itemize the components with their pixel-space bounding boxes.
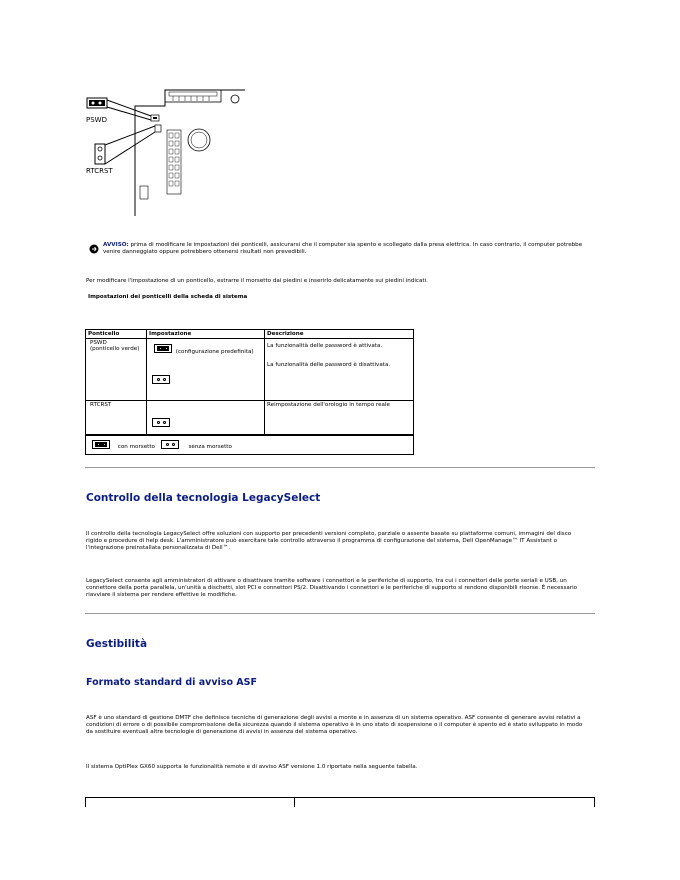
jumper-open-icon [152,375,170,384]
table-legend [86,435,414,455]
jumper-name-pswd: PSWD (ponticello verde) [86,339,147,401]
table-legend-row [86,435,414,455]
setting-rtcrst [147,401,265,435]
jumper-closed-icon [154,344,172,353]
description-pswd [265,339,414,401]
notice-text: prima di modificare le impostazioni dei ponticelli, assicurarsi che il computer sia spento e scollegato dalla presa elettrica. In caso contrario, il computer potrebbe venire danneggiato oppure potrebbero ottenersi risultati non prevedibili. [103,242,583,256]
table-header: Descrizione [265,330,414,339]
subsection-title-asf: Formato standard di avviso ASF [86,677,257,688]
jumper-closed-icon [92,440,110,449]
table-header: Impostazione [147,330,265,339]
section-title-legacyselect: Controllo della tecnologia LegacySelect [86,492,321,504]
legend-without-label: senza morsetto [188,444,232,451]
setting-pswd [147,339,265,401]
asf-table-top [85,797,595,808]
divider [85,467,595,468]
table-header: Ponticello [86,330,147,339]
jumper-open-icon [161,440,179,449]
diagram-label-pswd: PSWD [86,116,107,124]
notice-label: AVVISO: [103,242,129,248]
asf-table-left-border [85,797,86,807]
intro-text: Per modificare l'impostazione di un ponticello, estrarre il morsetto dai piedini e inserirlo delicatamente sui piedini indicati. [86,278,428,284]
description-enabled: La funzionalità delle password è attivata. [267,343,383,349]
legacyselect-paragraph-1: Il controllo della tecnologia LegacySelect offre soluzioni con supporto per precedenti versioni completo, parziale o assente basate su piattaforme comuni, immagini del disco rigido e procedure di help desk. L'amministratore può esercitare tale controllo attraverso il programma di configurazione del sistema, Dell OpenManage™ IT Assistant o l'integrazione preinstallata personalizzata di Dell™. [86,531,572,552]
jumper-name-rtcrst: RTCRST [86,401,147,435]
divider [85,613,595,614]
section-title-manageability: Gestibilità [86,638,148,650]
table-header-row [86,330,414,339]
default-config-label: (configurazione predefinita) [175,349,254,355]
notice-icon [89,244,99,254]
asf-paragraph-2: Il sistema OptiPlex GX60 supporta le funzionalità remote e di avviso ASF versione 1.0 riportate nella seguente tabella. [86,764,418,770]
table-row [86,401,414,435]
legacyselect-paragraph-2: LegacySelect consente agli amministratori di attivare o disattivare tramite software i connettori e le periferiche di supporto, tra cui i connettori delle porte seriali e USB, un connettore della porta parallela, un'unità a dischetti, slot PCI e connettori PS/2. Disattivando i connettori e le periferiche di supporto si rendono disponibili risorse. È necessario riavviare il sistema per rendere effettive le modifiche. [86,578,578,599]
jumper-open-icon [152,418,170,427]
jumper-settings-table [85,329,414,455]
table-row [86,339,414,401]
asf-table-divider [294,797,295,807]
description-rtcrst: Reimpostazione dell'orologio in tempo reale [265,401,414,435]
diagram-label-rtcrst: RTCRST [86,167,113,175]
asf-paragraph-1: ASF è uno standard di gestione DMTF che definisce tecniche di generazione degli avvisi a monte e in assenza di un sistema operativo. ASF consente di generare avvisi relativi a condizioni di errore o di possibile compromissione della sicurezza quando il sistema operativo è in uno stato di sospensione o il computer è spento ed è stato sviluppato in modo da sostituire eventuali altre tecnologie di generazione di avvisi in assenza del sistema operativo. [86,715,583,736]
jumper-location-diagram [85,88,250,218]
asf-table-right-border [594,797,595,807]
notice [103,242,588,256]
table-title: Impostazioni dei ponticelli della scheda di sistema [88,294,248,300]
legend-with-label: con morsetto [117,444,155,451]
description-disabled: La funzionalità delle password è disattivata. [267,362,391,368]
